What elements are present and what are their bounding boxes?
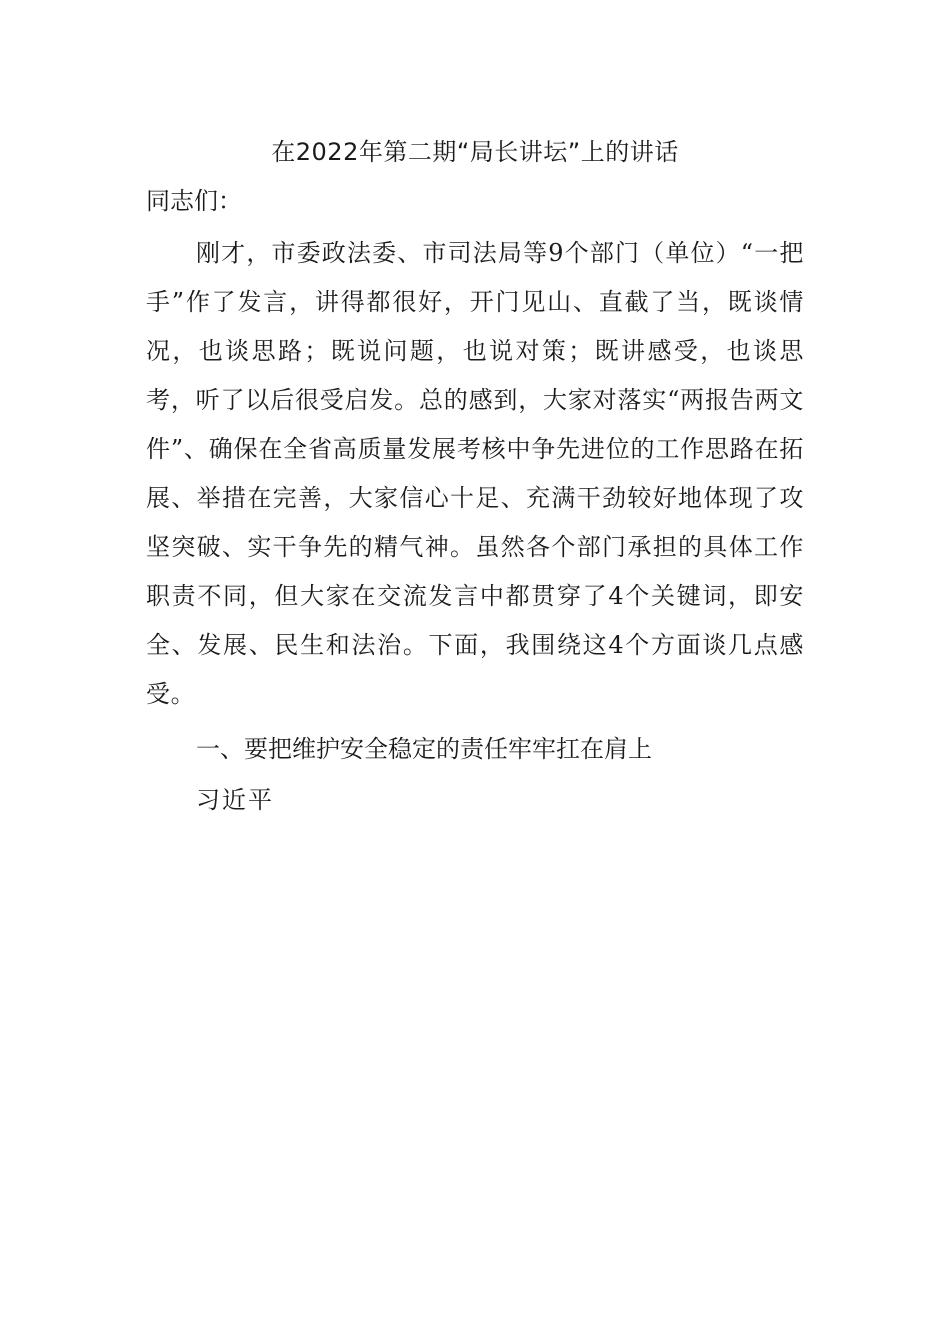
document-title: 在2022年第二期“局长讲坛”上的讲话 <box>271 138 679 166</box>
section-heading-1: 一、要把维护安全稳定的责任牢牢扛在肩上 <box>196 735 652 763</box>
signature: 习近平 <box>196 786 274 814</box>
salutation: 同志们： <box>146 187 242 215</box>
body-paragraph: 刚才，市委政法委、市司法局等9个部门（单位）“一把手”作了发言，讲得都很好，开门见山、直截了当，既谈情况，也谈思路；既说问题，也说对策；既讲感受，也谈思考，听了以后很受启发。总的感到，大家对落实“两报告两文件”、确保在全省高质量发展考核中争先进位的工作思路在拓展、举措在完善，大家信心十足、充满干劲较好地体现了攻坚突破、实干争先的精气神。虽然各个部门承担的具体工作职责不同，但大家在交流发言中都贯穿了4个关键词，即安全、发展、民生和法治。下面，我围绕这4个方面谈几点感受。 <box>146 239 804 708</box>
